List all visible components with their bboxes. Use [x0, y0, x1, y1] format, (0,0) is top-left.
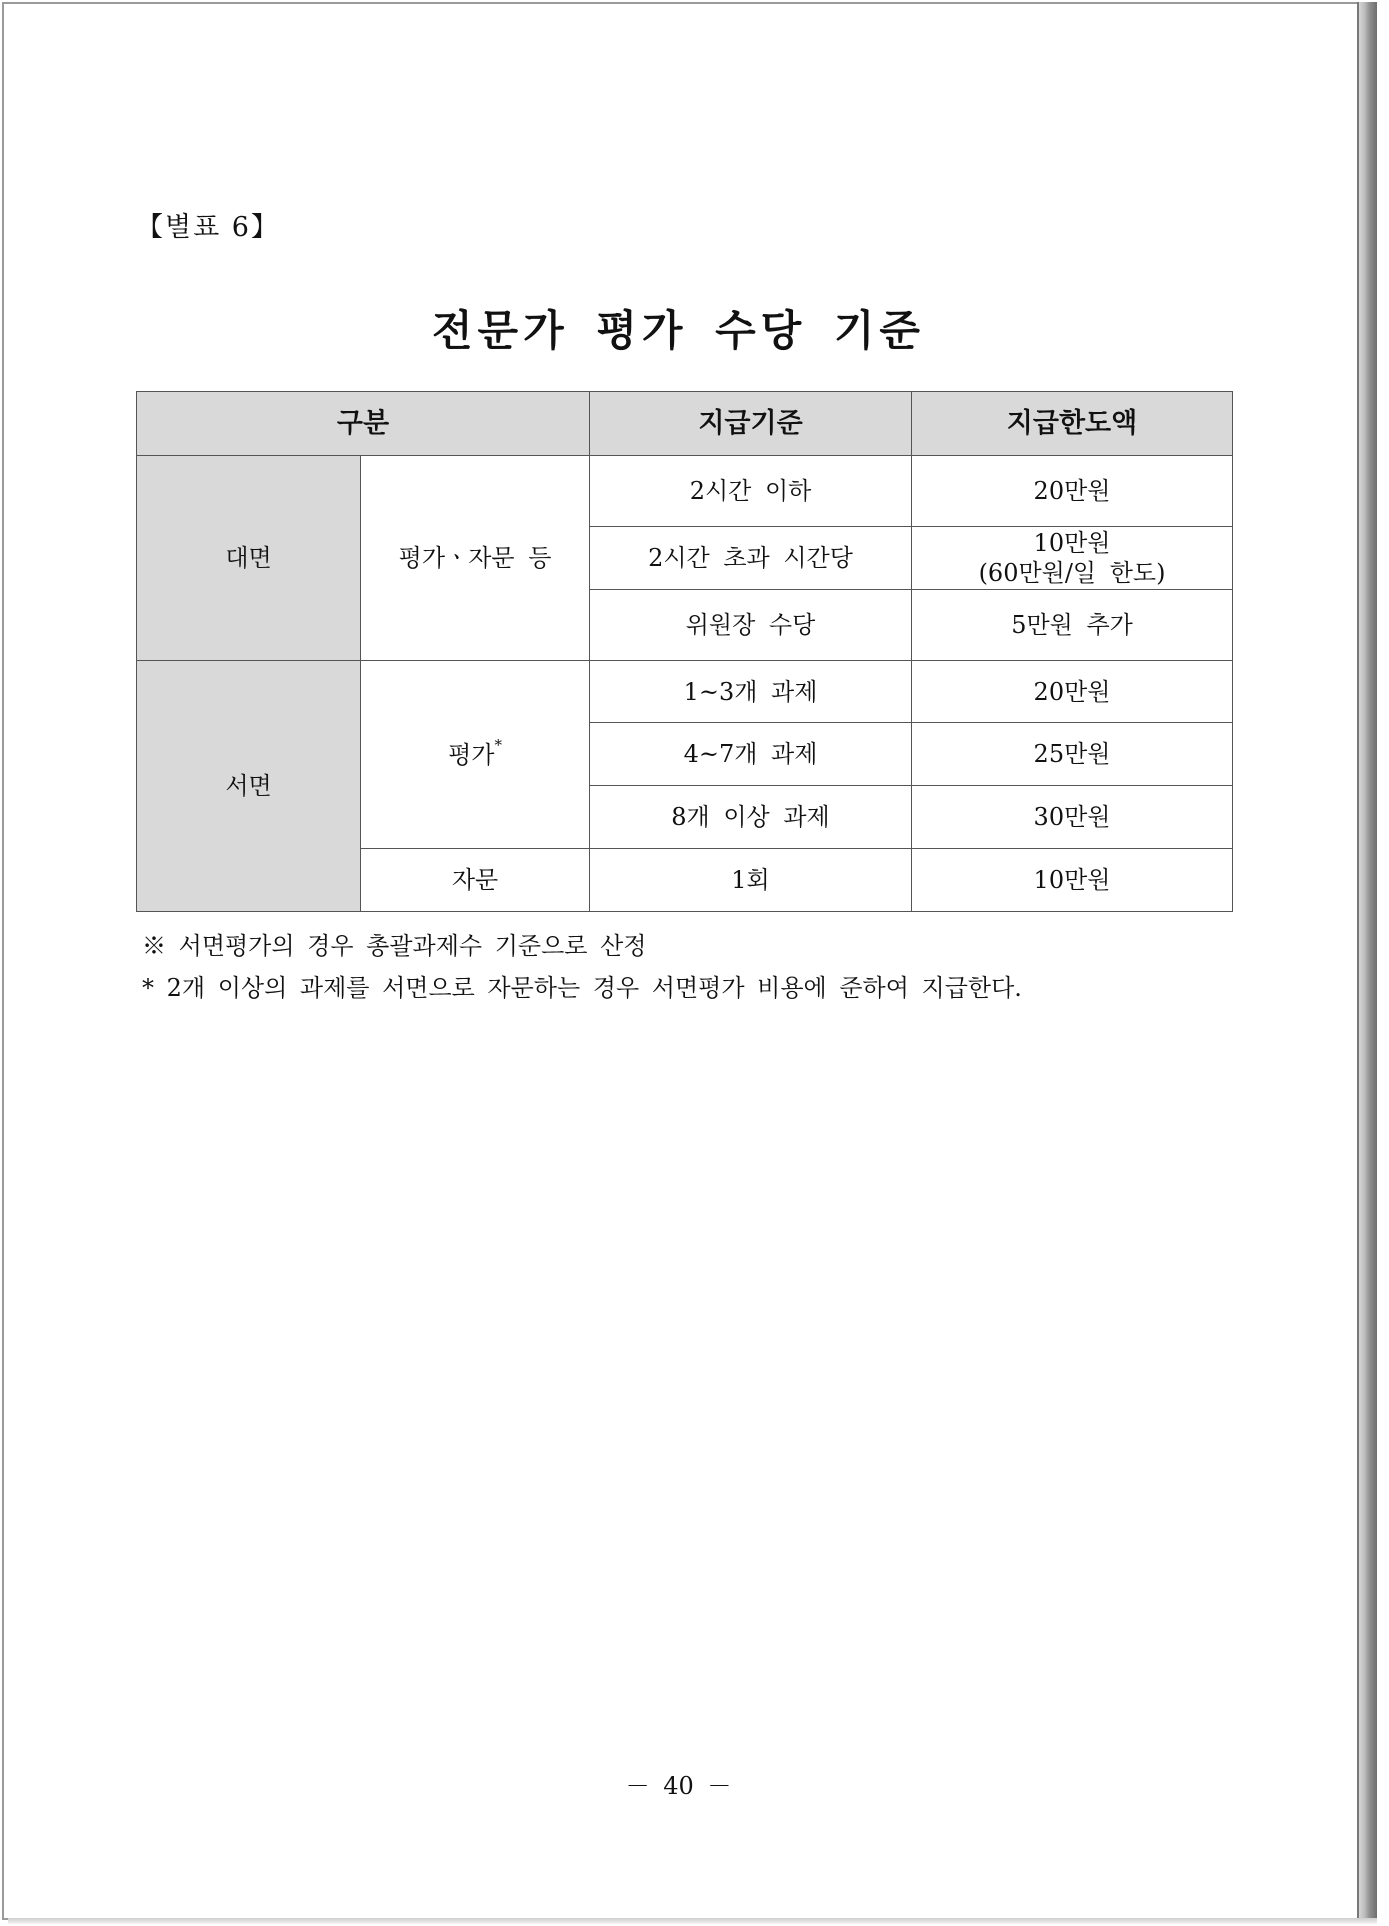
allowance-table [136, 391, 1233, 912]
category-face-to-face: 대면 [137, 456, 361, 661]
header-category: 구분 [137, 392, 590, 456]
subcategory-label: 평가 [448, 740, 495, 769]
page-number: － 40 － [625, 1772, 732, 1800]
table-header-row [137, 392, 1233, 456]
criterion-cell: 4~7개 과제 [590, 723, 912, 786]
header-criterion: 지급기준 [590, 392, 912, 456]
criterion-cell: 1~3개 과제 [590, 661, 912, 723]
limit-cell: 5만원 추가 [912, 590, 1233, 661]
limit-cell: 25만원 [912, 723, 1233, 786]
subcategory-evaluation-consulting: 평가ㆍ자문 등 [361, 456, 590, 661]
note-written-consulting: * 2개 이상의 과제를 서면으로 자문하는 경우 서면평가 비용에 준하여 지급한다. [142, 974, 1022, 1002]
limit-value: 10만원 [1033, 529, 1111, 557]
criterion-cell: 위원장 수당 [590, 590, 912, 661]
limit-cell [912, 527, 1233, 590]
limit-cell: 20만원 [912, 661, 1233, 723]
table-row [137, 456, 1233, 527]
limit-cell: 20만원 [912, 456, 1233, 527]
criterion-cell: 1회 [590, 849, 912, 912]
footnote-mark: * [494, 735, 502, 754]
subcategory-consulting: 자문 [361, 849, 590, 912]
page-edge [1357, 2, 1377, 1922]
header-limit: 지급한도액 [912, 392, 1233, 456]
criterion-cell: 2시간 이하 [590, 456, 912, 527]
criterion-cell: 2시간 초과 시간당 [590, 527, 912, 590]
subcategory-evaluation [361, 661, 590, 849]
limit-cell: 30만원 [912, 786, 1233, 849]
page-shadow [8, 1918, 1377, 1924]
criterion-cell: 8개 이상 과제 [590, 786, 912, 849]
note-calculation-basis: ※ 서면평가의 경우 총괄과제수 기준으로 산정 [142, 932, 647, 960]
page-title: 전문가 평가 수당 기준 [431, 306, 925, 355]
footnotes [142, 925, 1022, 1009]
limit-cell: 10만원 [912, 849, 1233, 912]
appendix-label: 【별표 6】 [136, 212, 280, 243]
table-row [137, 661, 1233, 723]
limit-note: (60만원/일 한도) [978, 559, 1166, 587]
category-written: 서면 [137, 661, 361, 912]
